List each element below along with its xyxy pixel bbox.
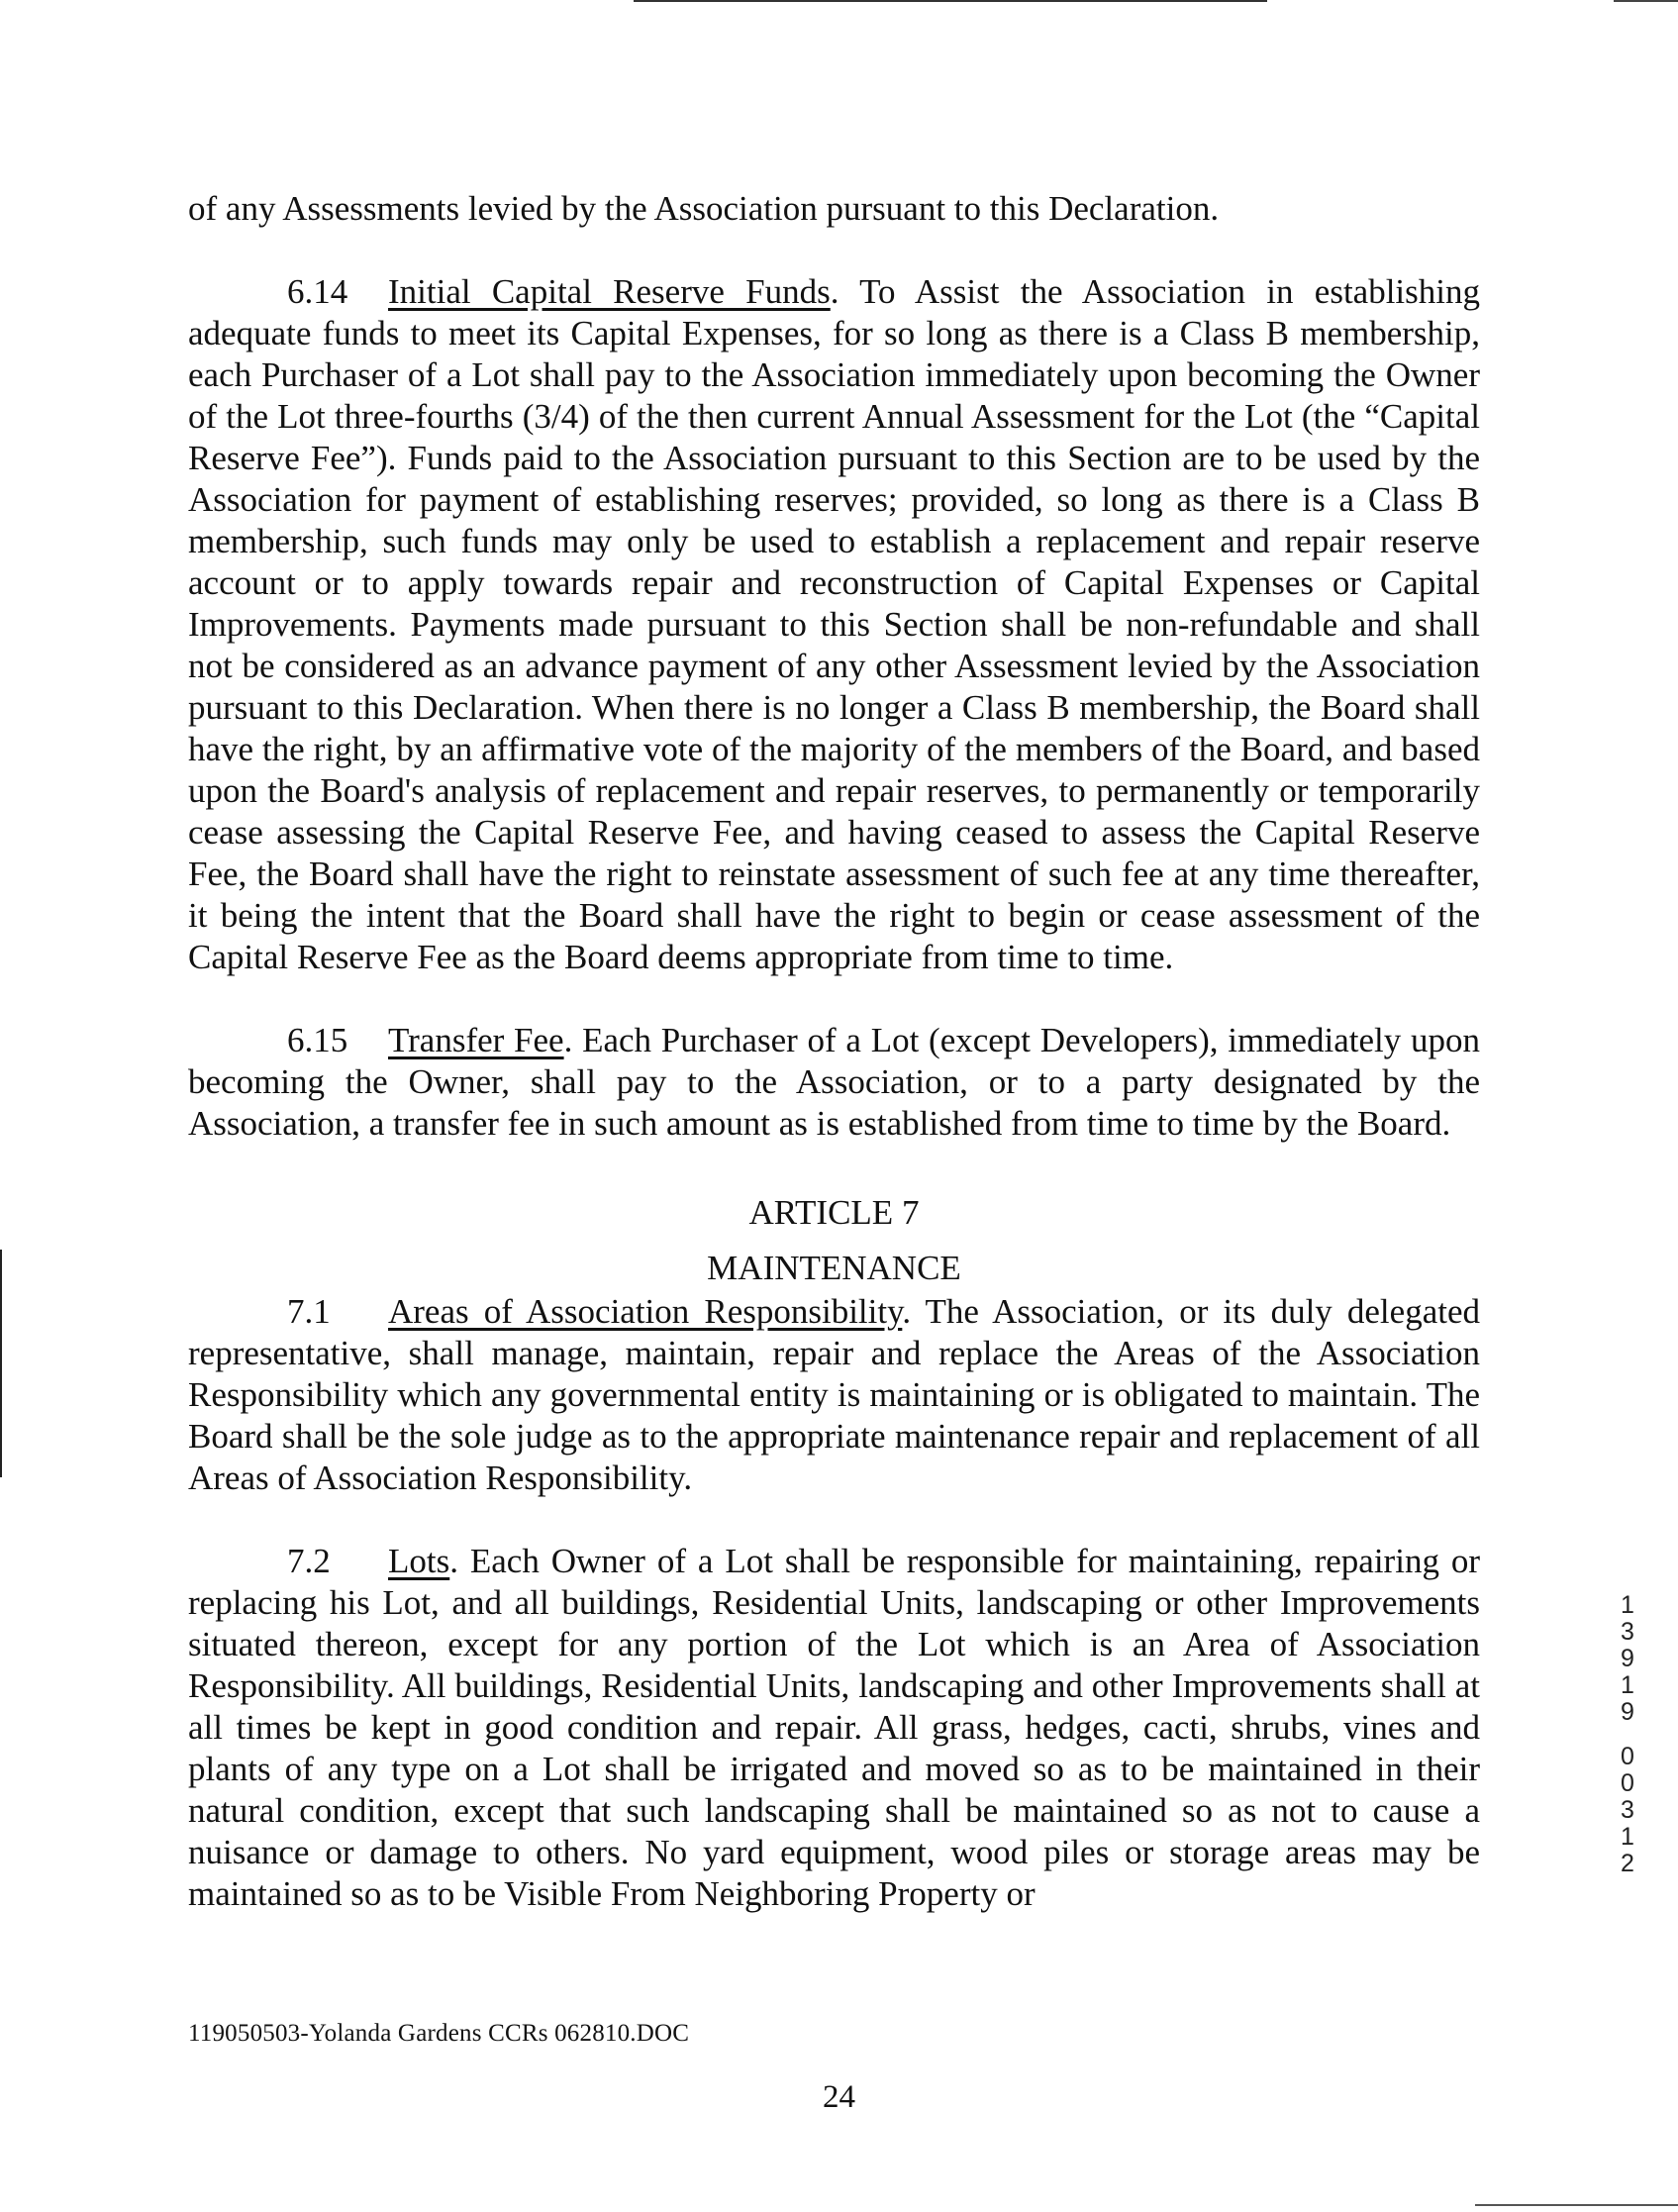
- top-rule: [634, 0, 1267, 2]
- top-right-rule: [1614, 0, 1678, 2]
- margin-recording-number: [1614, 1592, 1641, 1877]
- bottom-rule: [1475, 2204, 1678, 2206]
- margin-digit: 0: [1621, 1743, 1634, 1770]
- section-6-15: [188, 1020, 1480, 1145]
- margin-digit: 1: [1621, 1591, 1634, 1619]
- section-heading: Transfer Fee: [388, 1021, 564, 1059]
- section-text: . To Assist the Association in establishing adequate funds to meet its Capital Expenses, for so long as there is a Class B membership, each Purchaser of a Lot shall pay to the Association immediately upon becoming the Owner of the Lot three-fourths (3/4) of the then current Annual Assessment for the Lot (the “Capital Reserve Fee”). Funds paid to the Association pursuant to this Section are to be used by the Association for payment of establishing reserves; provided, so long as there is a Class B membership, such funds may only be used to establish a replacement and repair reserve account or to apply towards repair and reconstruction of Capital Expenses or Capital Improvements. Payments made pursuant to this Section shall be non-refundable and shall not be considered as an advance payment of any other Assessment levied by the Association pursuant to this Declaration. When there is no longer a Class B membership, the Board shall have the right, by an affirmative vote of the majority of the members of the Board, and based upon the Board's analysis of replacement and repair reserves, to permanently or temporarily cease assessing the Capital Reserve Fee, and having ceased to assess the Capital Reserve Fee, the Board shall have the right to reinstate assessment of such fee at any time thereafter, it being the intent that the Board shall have the right to begin or cease assessment of the Capital Reserve Fee as the Board deems appropriate from time to time.: [188, 272, 1480, 976]
- margin-digit: 1: [1621, 1671, 1634, 1699]
- margin-digit: 3: [1621, 1796, 1634, 1824]
- section-7-2: [188, 1541, 1480, 1915]
- section-number: 6.15: [287, 1021, 348, 1059]
- document-body: [188, 188, 1480, 1915]
- section-heading: Lots: [388, 1542, 450, 1580]
- section-number: 6.14: [287, 272, 348, 311]
- margin-digit: 1: [1621, 1823, 1634, 1851]
- article-title: MAINTENANCE: [707, 1249, 961, 1287]
- document-reference: 119050503-Yolanda Gardens CCRs 062810.DOC: [188, 2020, 690, 2047]
- margin-digit: 2: [1621, 1850, 1634, 1877]
- margin-digit: 9: [1621, 1645, 1634, 1672]
- scan-edge-mark: [0, 1250, 2, 1477]
- article-number: ARTICLE 7: [748, 1193, 920, 1232]
- continuation-paragraph: of any Assessments levied by the Association pursuant to this Declaration.: [188, 189, 1220, 228]
- section-text: . The Association, or its duly delegated representative, shall manage, maintain, repair and replace the Areas of the Association Responsibility which any governmental entity is maintaining or is obligated to maintain. The Board shall be the sole judge as to the appropriate maintenance repair and replacement of all Areas of Association Responsibility.: [188, 1292, 1480, 1497]
- section-7-1: [188, 1291, 1480, 1499]
- section-heading: Initial Capital Reserve Funds: [388, 272, 831, 311]
- margin-digit: 0: [1621, 1769, 1634, 1797]
- page-number: 24: [823, 2079, 855, 2115]
- section-number: 7.2: [287, 1542, 331, 1580]
- margin-digit: 9: [1621, 1698, 1634, 1726]
- section-text: . Each Owner of a Lot shall be responsible for maintaining, repairing or replacing his Lot, and all buildings, Residential Units, landscaping or other Improvements situated thereon, except for any portion of the Lot which is an Area of Association Responsibility. All buildings, Residential Units, landscaping and other Improvements shall at all times be kept in good condition and repair. All grass, hedges, cacti, shrubs, vines and plants of any type on a Lot shall be irrigated and moved so as to be maintained in their natural condition, except that such landscaping shall be maintained so as not to cause a nuisance or damage to others. No yard equipment, wood piles or storage areas may be maintained so as to be Visible From Neighboring Property or: [188, 1542, 1480, 1913]
- section-text: . Each Purchaser of a Lot (except Developers), immediately upon becoming the Owner, shall pay to the Association, or to a party designated by the Association, a transfer fee in such amount as is established from time to time by the Board.: [188, 1021, 1480, 1143]
- section-heading: Areas of Association Responsibility: [388, 1292, 903, 1331]
- section-6-14: [188, 271, 1480, 978]
- section-number: 7.1: [287, 1292, 331, 1331]
- margin-digit: 3: [1621, 1618, 1634, 1646]
